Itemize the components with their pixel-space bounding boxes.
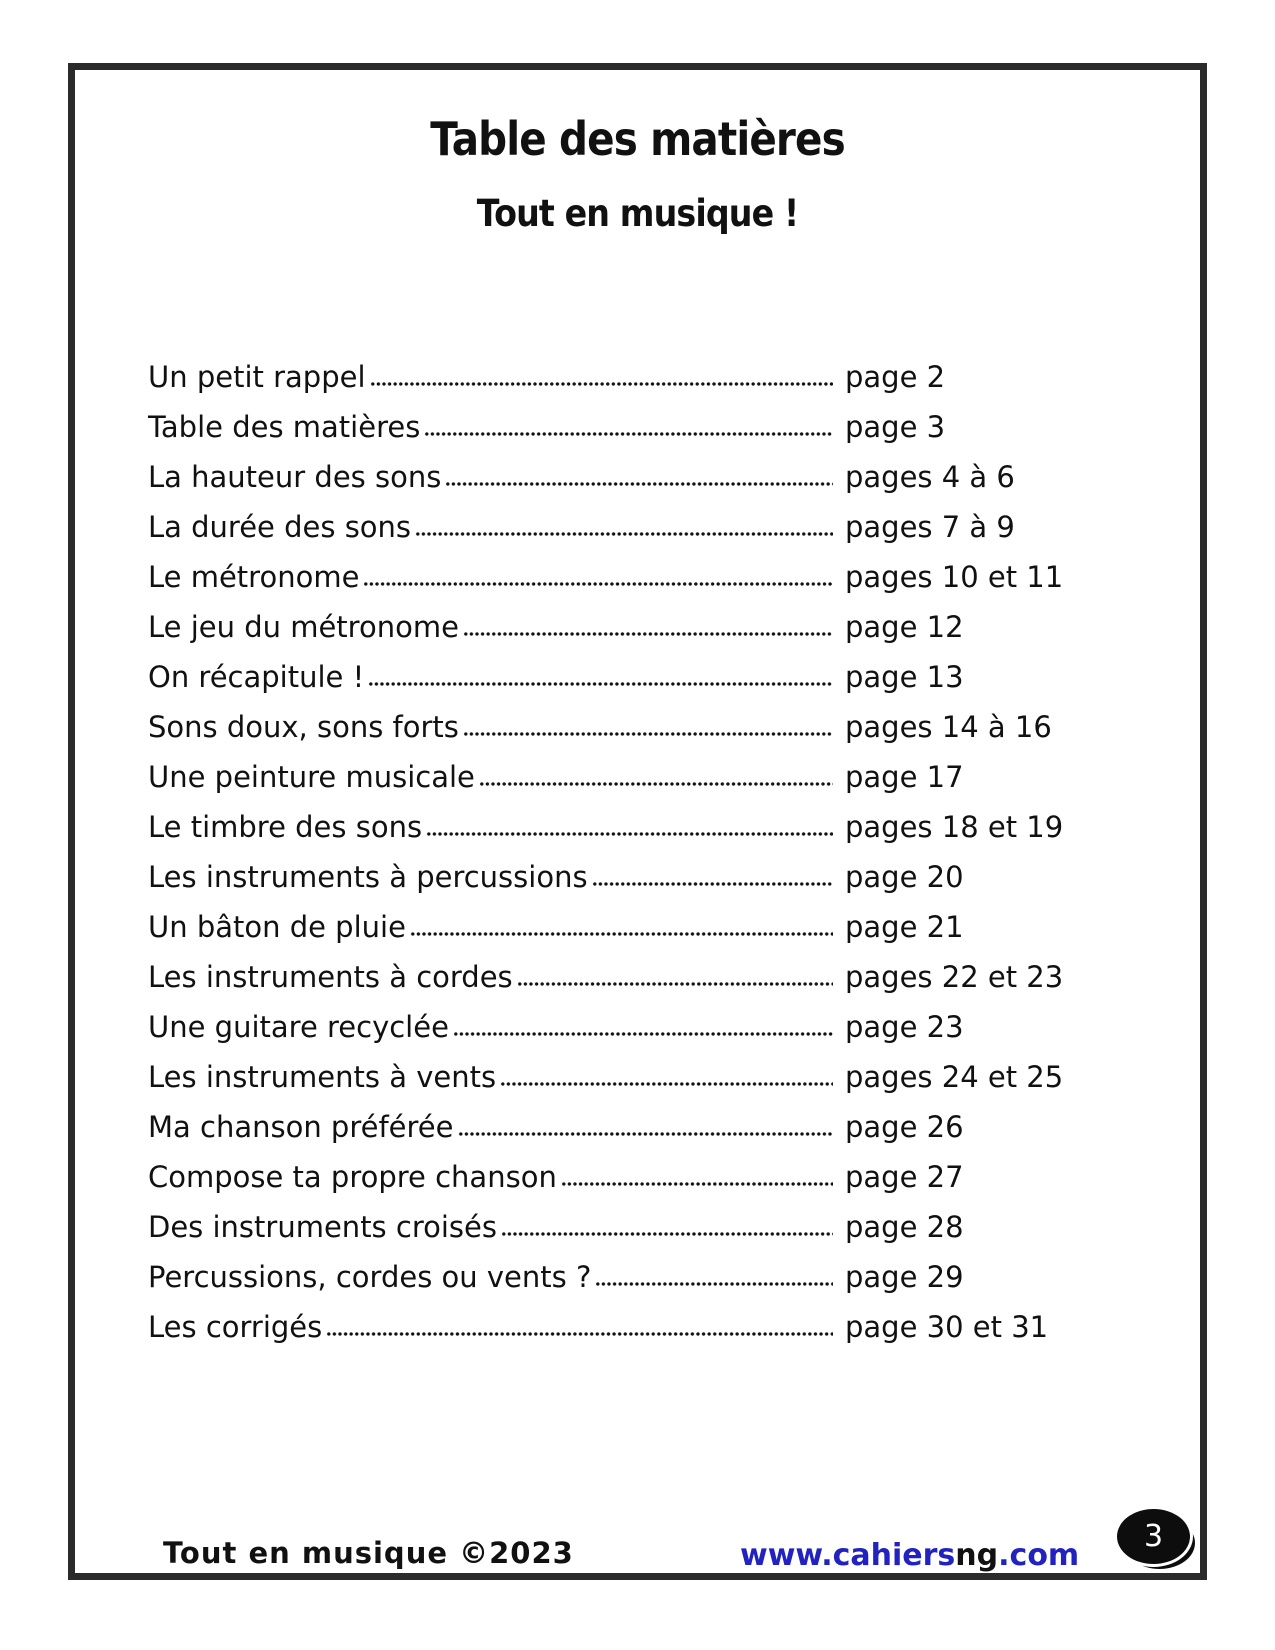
toc-entry-label: Des instruments croisés <box>148 1210 497 1244</box>
toc-entry <box>148 1310 1050 1360</box>
toc-entry-label: La durée des sons <box>148 510 412 544</box>
toc-entry <box>148 460 1050 510</box>
toc-entry <box>148 1060 1064 1110</box>
toc-entry <box>148 760 1050 810</box>
toc-entry-label: Table des matières <box>148 410 421 444</box>
toc-entry-page: page 17 <box>845 760 964 794</box>
dotted-leader <box>500 1081 833 1087</box>
toc-entry <box>148 1260 1050 1310</box>
toc-entry-page: pages 14 à 16 <box>845 710 1052 744</box>
toc-entry-label: Le métronome <box>148 560 360 594</box>
toc-entry <box>148 410 1050 460</box>
toc-entry <box>148 960 1064 1010</box>
toc-entry <box>148 660 1050 710</box>
dotted-leader <box>445 481 833 487</box>
dotted-leader <box>363 581 833 587</box>
toc-entry-label: Sons doux, sons forts <box>148 710 459 744</box>
toc-entry-page: page 13 <box>845 660 964 694</box>
toc-entry <box>148 910 1050 960</box>
page-number-badge <box>1114 1506 1193 1567</box>
dotted-leader <box>561 1181 833 1187</box>
toc-entry-page: pages 18 et 19 <box>845 810 1064 844</box>
dotted-leader <box>426 831 833 837</box>
toc-entry-page: pages 22 et 23 <box>845 960 1064 994</box>
toc-entry-label: Les corrigés <box>148 1310 323 1344</box>
toc-entry-label: La hauteur des sons <box>148 460 442 494</box>
toc-entry-label: On récapitule ! <box>148 660 365 694</box>
toc-entry-page: pages 24 et 25 <box>845 1060 1064 1094</box>
toc-entry-page: page 12 <box>845 610 964 644</box>
toc-entry-label: Une guitare recyclée <box>148 1010 449 1044</box>
toc-list <box>148 360 1064 1360</box>
toc-entry <box>148 1110 1050 1160</box>
dotted-leader <box>463 731 833 737</box>
toc-entry-label: Ma chanson préférée <box>148 1110 454 1144</box>
toc-entry <box>148 610 1050 660</box>
toc-entry-label: Percussions, cordes ou vents ? <box>148 1260 592 1294</box>
dotted-leader <box>592 881 833 887</box>
toc-entry-page: pages 4 à 6 <box>845 460 1015 494</box>
dotted-leader <box>463 631 833 637</box>
footer-copyright: Tout en musique ©2023 <box>163 1536 574 1570</box>
toc-entry-page: page 20 <box>845 860 964 894</box>
toc-entry-label: Le timbre des sons <box>148 810 423 844</box>
toc-entry-page: page 27 <box>845 1160 964 1194</box>
dotted-leader <box>368 681 833 687</box>
toc-entry-label: Le jeu du métronome <box>148 610 459 644</box>
toc-entry <box>148 360 1050 410</box>
page-subtitle: Tout en musique ! <box>476 192 799 235</box>
toc-entry-page: page 28 <box>845 1210 964 1244</box>
toc-entry-label: Les instruments à cordes <box>148 960 513 994</box>
toc-entry-page: page 23 <box>845 1010 964 1044</box>
toc-entry-page: page 29 <box>845 1260 964 1294</box>
page-title: Table des matières <box>430 112 845 166</box>
toc-entry <box>148 1210 1050 1260</box>
toc-entry-page: page 30 et 31 <box>845 1310 1049 1344</box>
dotted-leader <box>415 531 833 537</box>
toc-entry-page: pages 7 à 9 <box>845 510 1015 544</box>
website-text-part2: ng <box>955 1538 999 1573</box>
toc-entry <box>148 860 1050 910</box>
website-text-part1: www.cahiers <box>740 1538 956 1573</box>
toc-entry <box>148 1010 1050 1060</box>
website-text-part3: .com <box>998 1538 1080 1573</box>
toc-entry-label: Une peinture musicale <box>148 760 475 794</box>
dotted-leader <box>370 381 834 387</box>
toc-entry-label: Les instruments à vents <box>148 1060 497 1094</box>
dotted-leader <box>326 1331 833 1337</box>
toc-entry-page: page 21 <box>845 910 964 944</box>
toc-entry-label: Compose ta propre chanson <box>148 1160 557 1194</box>
toc-entry-label: Un petit rappel <box>148 360 366 394</box>
toc-entry <box>148 1160 1050 1210</box>
dotted-leader <box>424 431 833 437</box>
dotted-leader <box>453 1031 833 1037</box>
dotted-leader <box>595 1281 833 1287</box>
toc-entry-page: pages 10 et 11 <box>845 560 1064 594</box>
toc-entry-page: page 2 <box>845 360 946 394</box>
toc-entry <box>148 810 1064 860</box>
dotted-leader <box>410 931 833 937</box>
footer-website-link[interactable] <box>740 1538 1079 1573</box>
toc-entry-page: page 3 <box>845 410 946 444</box>
dotted-leader <box>479 781 833 787</box>
dotted-leader <box>517 981 833 987</box>
toc-entry <box>148 710 1050 760</box>
page-number: 3 <box>1143 1519 1164 1554</box>
dotted-leader <box>501 1231 833 1237</box>
dotted-leader <box>458 1131 834 1137</box>
toc-entry-page: page 26 <box>845 1110 964 1144</box>
toc-entry-label: Les instruments à percussions <box>148 860 588 894</box>
toc-entry <box>148 560 1064 610</box>
toc-entry <box>148 510 1050 560</box>
toc-entry-label: Un bâton de pluie <box>148 910 406 944</box>
